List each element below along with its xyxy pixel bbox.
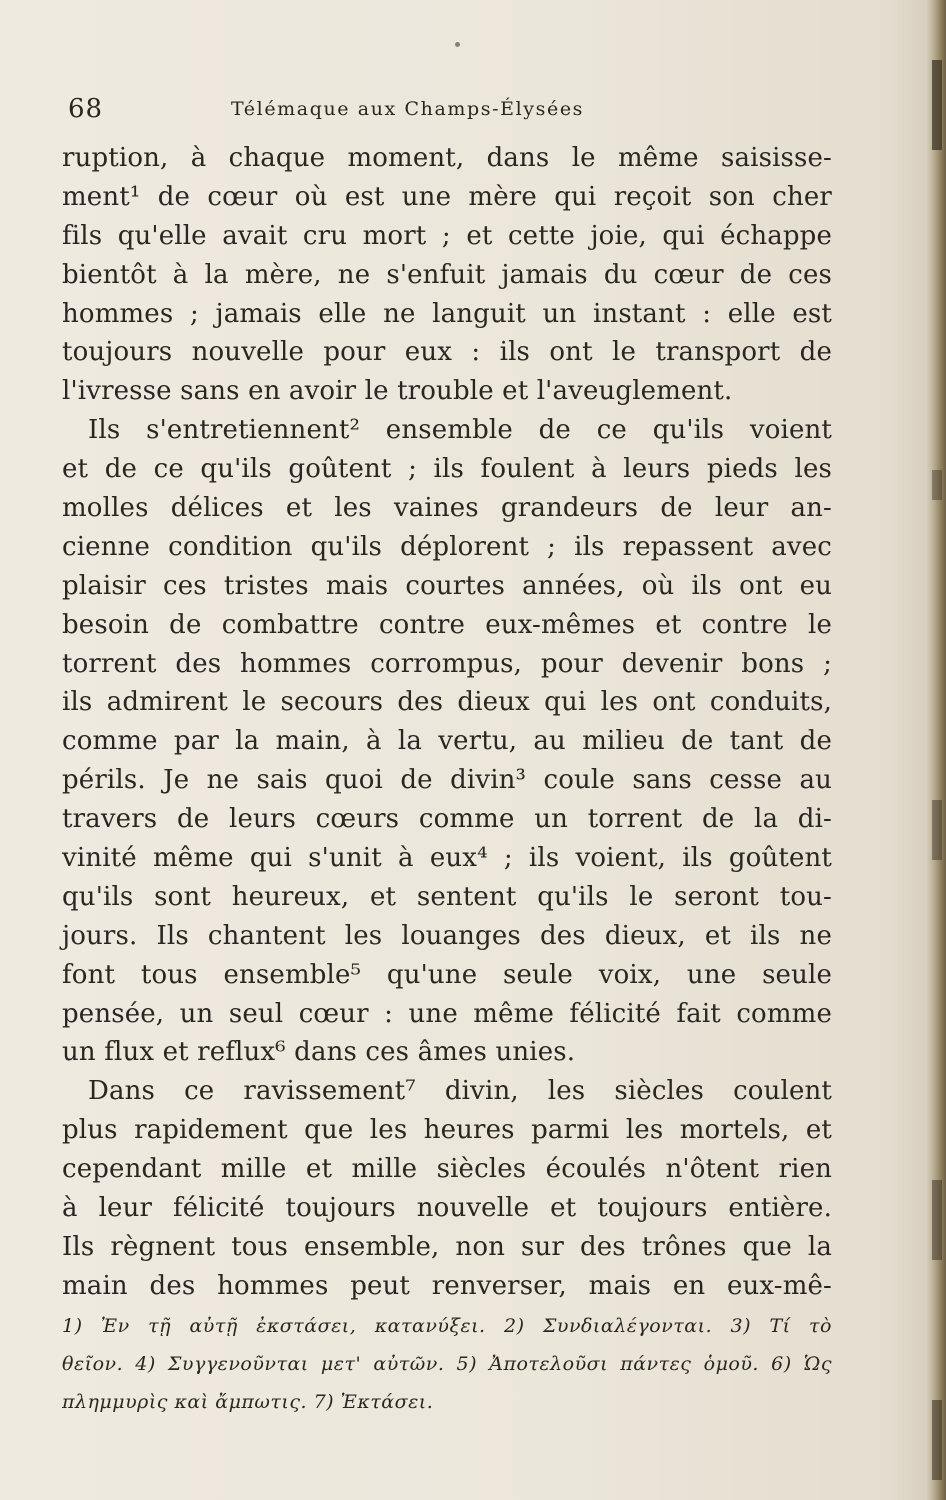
footnotes <box>62 1307 832 1421</box>
text-line: torrent des hommes corrompus, pour devenir bons ; <box>62 648 832 679</box>
text-line: vinité même qui s'unit à eux⁴ ; ils voient, ils goûtent <box>62 843 832 874</box>
page-edge <box>926 0 946 1500</box>
footnote-line: 1) Ἐν τῇ αὐτῇ ἐκστάσει, κατανύξει. 2) Συνδιαλέγονται. 3) Τί τὸ <box>62 1315 832 1337</box>
text-line: qu'ils sont heureux, et sentent qu'ils le seront tou- <box>62 881 832 912</box>
text-line: toujours nouvelle pour eux : ils ont le transport de <box>62 337 832 368</box>
text-line: main des hommes peut renverser, mais en eux-mê- <box>62 1270 832 1301</box>
edge-stain <box>932 470 942 500</box>
edge-stain <box>932 800 942 860</box>
footnote-line: πλημμυρὶς καὶ ἄμπωτις. 7) Ἐκτάσει. <box>62 1391 434 1413</box>
text-line: Ils règnent tous ensemble, non sur des trônes que la <box>62 1231 832 1262</box>
text-line: un flux et reflux⁶ dans ces âmes unies. <box>62 1037 576 1068</box>
text-line: travers de leurs cœurs comme un torrent de la di- <box>62 804 832 835</box>
running-head: Télémaque aux Champs-Élysées <box>231 98 585 120</box>
body-text <box>62 139 832 1306</box>
footnote-line: θεῖον. 4) Συγγενοῦνται μετ' αὐτῶν. 5) Ἀποτελοῦσι πάντες ὁμοῦ. 6) Ὡς <box>62 1353 832 1375</box>
text-line: ils admirent le secours des dieux qui les ont conduits, <box>62 687 832 718</box>
edge-stain <box>932 1180 942 1260</box>
text-line: bientôt à la mère, ne s'enfuit jamais du cœur de ces <box>62 259 832 290</box>
text-line: périls. Je ne sais quoi de divin³ coule sans cesse au <box>62 765 832 796</box>
text-line: et de ce qu'ils goûtent ; ils foulent à leurs pieds les <box>62 454 832 485</box>
text-line: pensée, un seul cœur : une même félicité fait comme <box>62 998 832 1029</box>
text-line: comme par la main, à la vertu, au milieu de tant de <box>62 726 832 757</box>
text-line: jours. Ils chantent les louanges des dieux, et ils ne <box>62 920 832 951</box>
text-line: cependant mille et mille siècles écoulés n'ôtent rien <box>62 1154 832 1185</box>
text-line: ruption, à chaque moment, dans le même saisisse- <box>62 143 832 173</box>
edge-stain <box>932 60 942 150</box>
text-line: plus rapidement que les heures parmi les mortels, et <box>62 1115 832 1146</box>
text-line: Ils s'entretiennent² ensemble de ce qu'ils voient <box>88 415 832 446</box>
text-line: besoin de combattre contre eux-mêmes et contre le <box>62 609 832 640</box>
text-line: ment¹ de cœur où est une mère qui reçoit son cher <box>62 181 832 212</box>
page-number: 68 <box>68 94 104 124</box>
text-line: à leur félicité toujours nouvelle et toujours entière. <box>62 1193 832 1224</box>
text-line: font tous ensemble⁵ qu'une seule voix, une seule <box>62 959 832 990</box>
text-line: plaisir ces tristes mais courtes années, où ils ont eu <box>62 570 832 601</box>
text-line: Dans ce ravissement⁷ divin, les siècles coulent <box>88 1076 832 1107</box>
text-line: cienne condition qu'ils déplorent ; ils repassent avec <box>62 531 832 562</box>
text-line: l'ivresse sans en avoir le trouble et l'aveuglement. <box>62 376 733 407</box>
text-line: molles délices et les vaines grandeurs de leur an- <box>62 493 832 524</box>
edge-stain <box>932 1400 942 1480</box>
page-speck <box>455 42 460 47</box>
text-line: hommes ; jamais elle ne languit un instant : elle est <box>62 298 832 329</box>
text-line: fils qu'elle avait cru mort ; et cette joie, qui échappe <box>62 220 832 251</box>
